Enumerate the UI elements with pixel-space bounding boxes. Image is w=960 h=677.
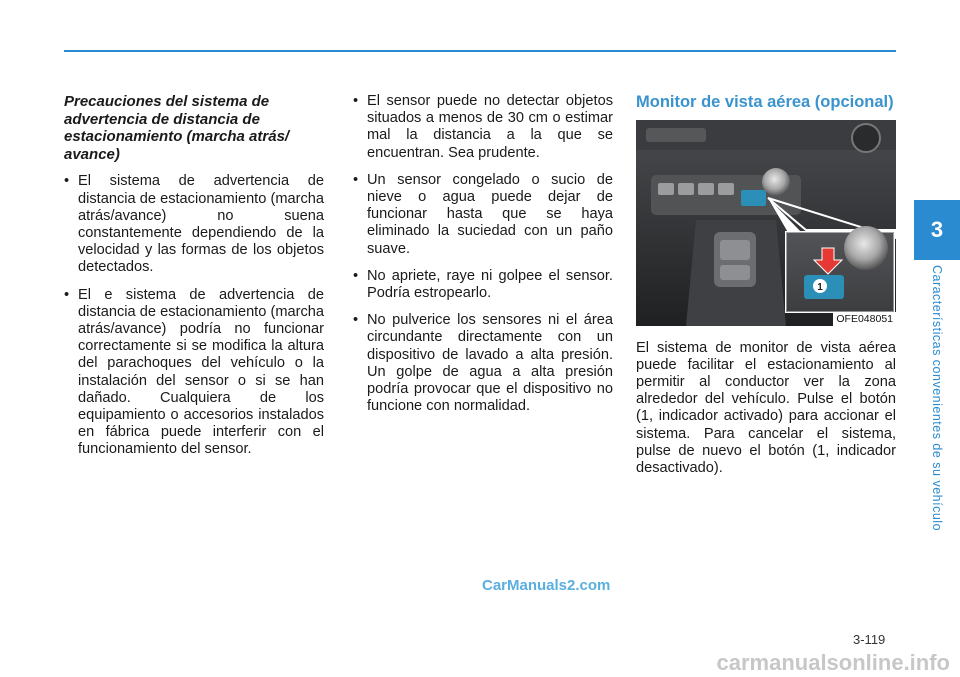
list-item-text: El sistema de advertencia de distancia de estacionamiento (marcha atrás/avance) no suena constantemente dependiendo de la velocidad y las formas de los objetos detectados. — [78, 173, 324, 276]
bullet-mark: • — [64, 286, 70, 303]
callout-number: 1 — [817, 281, 823, 293]
bullet-mark: • — [353, 93, 359, 109]
list-item — [353, 93, 613, 162]
list-item-text: El sensor puede no detectar objetos situados a menos de 30 cm o estimar mal la distancia a la que se encuentran. Sea prudente. — [367, 93, 613, 161]
list-item — [64, 173, 324, 276]
console-photo — [636, 120, 896, 326]
column-surround-view — [636, 93, 896, 477]
list-item-text: El e sistema de advertencia de distancia de estacionamiento (marcha atrás/avance) podría no funcionar correctamente si se modifica la altura del parachoques del vehículo o la instalación del sensor o si se han dañado. Cualquiera de los equipamiento o accesorios instalados en fábrica puede interferir con el funcionamiento del sensor. — [78, 286, 324, 458]
list-item — [64, 287, 324, 459]
bullet-mark: • — [353, 312, 359, 329]
section-title-precautions: Precauciones del sistema de advertencia de distancia de estacionamiento (marcha atrás/ avance) — [64, 93, 290, 163]
watermark-carmanuals2[interactable]: CarManuals2.com — [482, 577, 611, 594]
list-item-text: No apriete, raye ni golpee el sensor. Podría estropearlo. — [367, 267, 613, 302]
bullet-mark: • — [64, 173, 70, 190]
list-item — [353, 172, 613, 258]
column-precautions — [64, 93, 324, 469]
list-item — [353, 268, 613, 302]
top-rule — [64, 50, 896, 52]
sensor-notes-list — [353, 93, 613, 415]
chapter-tab: 3 — [914, 200, 960, 260]
page-number: 3-119 — [853, 632, 886, 647]
column-sensor-notes — [353, 93, 613, 425]
bullet-mark: • — [353, 267, 359, 284]
list-item — [353, 312, 613, 415]
bullet-mark: • — [353, 171, 359, 188]
section-title-surround-view: Monitor de vista aérea (opcional) — [636, 93, 894, 111]
surround-view-paragraph: El sistema de monitor de vista aérea puede facilitar el estacionamiento al permitir al conductor ver la zona alrededor del vehículo. Pulse el botón (1, indicador activado) para accionar el sistema. Para cancelar el sistema, pulse de nuevo el botón (1, indicador desactivado). — [636, 339, 896, 476]
watermark-carmanualsonline[interactable]: carmanualsonline.info — [716, 650, 950, 675]
precautions-list — [64, 173, 324, 458]
list-item-text: Un sensor congelado o sucio de nieve o agua puede dejar de funcionar hasta que se haya eliminado la suciedad con un paño suave. — [367, 171, 613, 257]
list-item-text: No pulverice los sensores ni el área circundante directamente con un dispositivo de lavado a alta presión. Un golpe de agua a alta presión podría provocar que el dispositivo no funcione con normalidad. — [367, 312, 613, 415]
figure-code: OFE048051 — [833, 312, 896, 326]
console-illustration — [636, 120, 896, 326]
chapter-side-title: Características convenientes de su vehículo — [930, 264, 944, 532]
